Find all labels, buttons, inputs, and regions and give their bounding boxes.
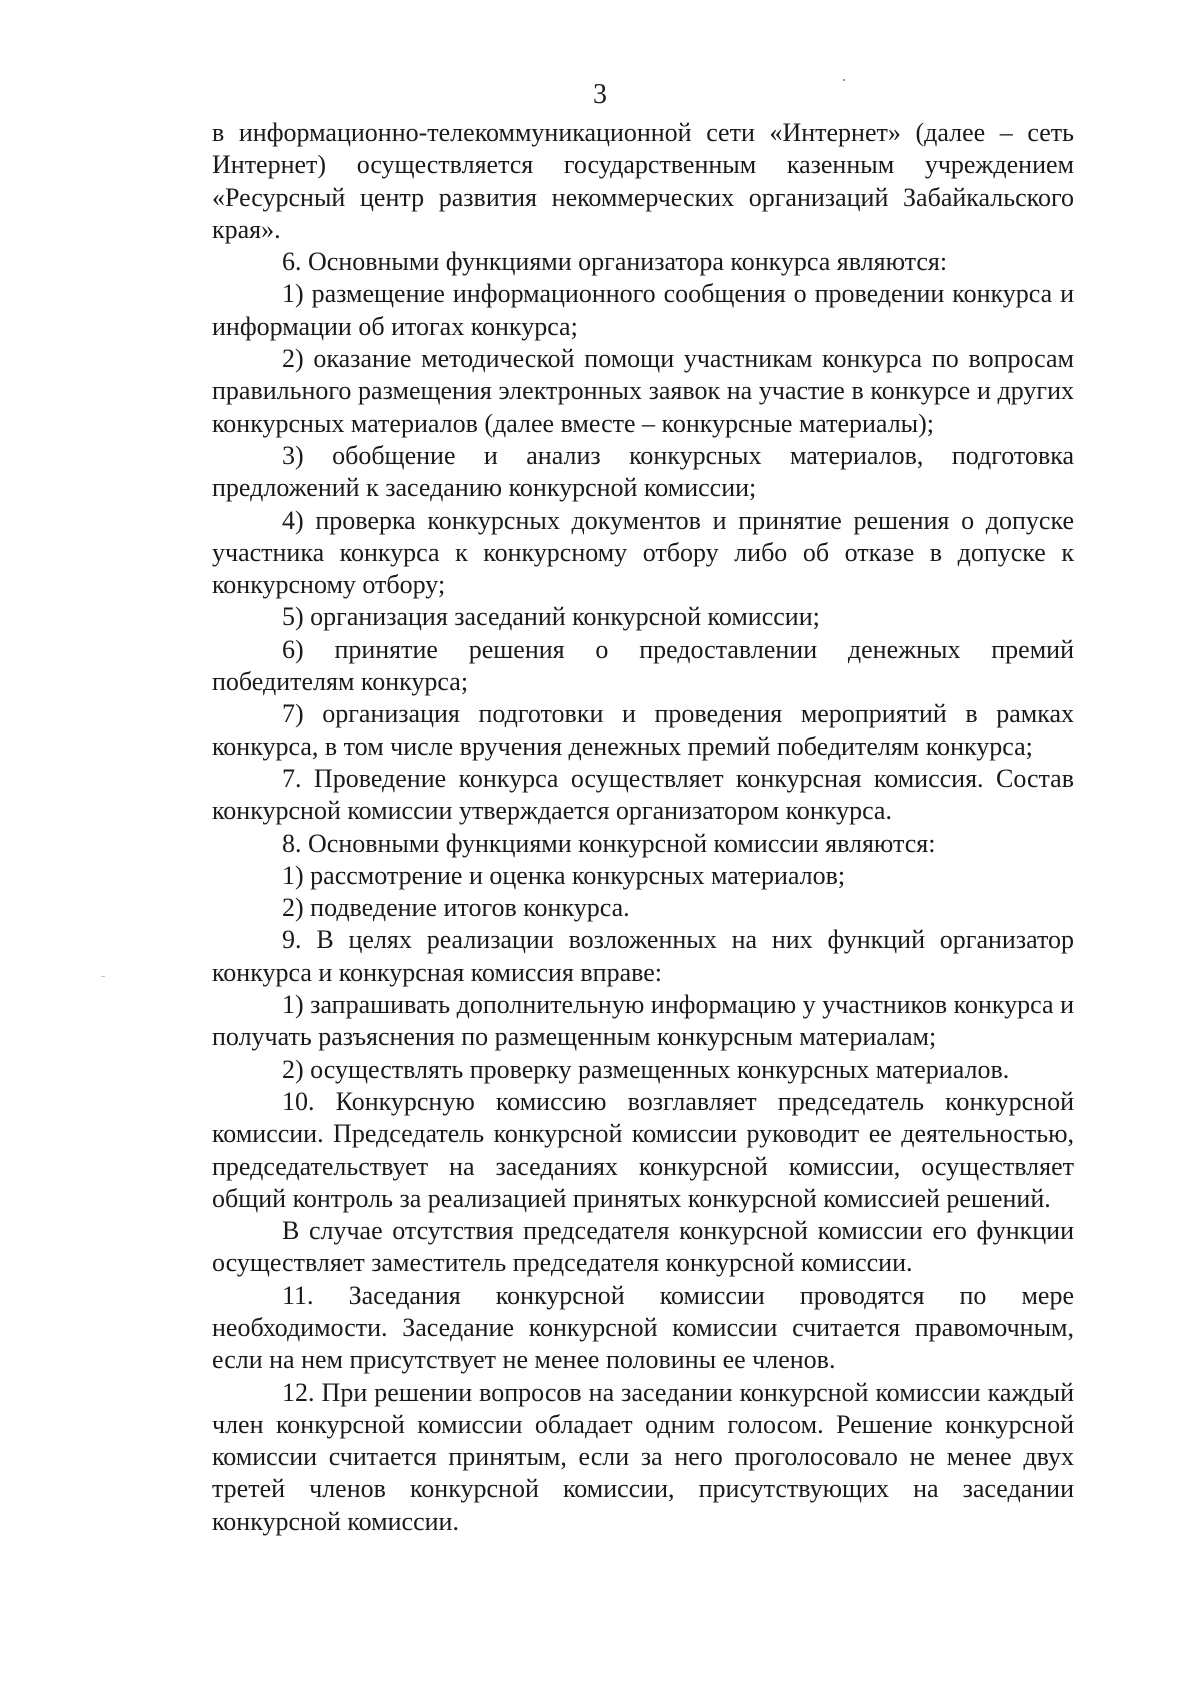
paragraph-item-9: 9. В целях реализации возложенных на них функций организатор конкурса и конкурсная комиссия вправе: (212, 925, 1074, 987)
paragraph-subitem: 7) организация подготовки и проведения мероприятий в рамках конкурса, в том числе вручения денежных премий победителям конкурса; (212, 699, 1074, 761)
paragraph-item-10-continued: В случае отсутствия председателя конкурсной комиссии его функции осуществляет заместитель председателя конкурсной комиссии. (212, 1216, 1074, 1278)
paragraph-subitem: 1) рассмотрение и оценка конкурсных материалов; (282, 860, 846, 890)
document-body (212, 117, 1074, 1538)
paragraph-subitem: 2) подведение итогов конкурса. (282, 893, 630, 923)
paragraph-subitem: 1) размещение информационного сообщения о проведении конкурса и информации об итогах конкурса; (212, 279, 1074, 341)
paragraph-item-12: 12. При решении вопросов на заседании конкурсной комиссии каждый член конкурсной комиссии обладает одним голосом. Решение конкурсной комиссии считается принятым, если за него проголосовало не менее двух третей членов конкурсной комиссии, присутствующих на заседании конкурсной комиссии. (212, 1377, 1074, 1536)
paragraph-item-7: 7. Проведение конкурса осуществляет конкурсная комиссия. Состав конкурсной комиссии утверждается организатором конкурса. (212, 763, 1074, 826)
paragraph-subitem: 1) запрашивать дополнительную информацию у участников конкурса и получать разъяснения по размещенным конкурсным материалам; (212, 990, 1074, 1052)
paragraph-subitem: 2) оказание методической помощи участникам конкурса по вопросам правильного размещения электронных заявок на участие в конкурсе и других конкурсных материалов (далее вместе – конкурсные материалы); (212, 344, 1074, 438)
paragraph-subitem: 4) проверка конкурсных документов и принятие решения о допуске участника конкурса к конкурсному отбору либо об отказе в допуске к конкурсному отбору; (212, 505, 1074, 600)
page-number: 3 (593, 79, 607, 110)
paragraph-item-8: 8. Основными функциями конкурсной комиссии являются: (282, 828, 936, 858)
paragraph-item-11: 11. Заседания конкурсной комиссии проводятся по мере необходимости. Заседание конкурсной комиссии считается правомочным, если на нем присутствует не менее половины ее членов. (212, 1280, 1074, 1375)
paragraph-subitem: 2) осуществлять проверку размещенных конкурсных материалов. (282, 1054, 1010, 1084)
paragraph-item-6: 6. Основными функциями организатора конкурса являются: (282, 247, 948, 277)
scan-speck (101, 976, 105, 977)
paragraph-subitem: 5) организация заседаний конкурсной комиссии; (282, 602, 820, 632)
paragraph-continuation: в информационно-телекоммуникационной сети «Интернет» (далее – сеть Интернет) осуществляется государственным казенным учреждением «Ресурсный центр развития некоммерческих организаций Забайкальского края». (212, 118, 1074, 244)
paragraph-subitem: 3) обобщение и анализ конкурсных материалов, подготовка предложений к заседанию конкурсной комиссии; (212, 440, 1074, 503)
paragraph-subitem: 6) принятие решения о предоставлении денежных премий победителям конкурса; (212, 634, 1074, 697)
paragraph-item-10: 10. Конкурсную комиссию возглавляет председатель конкурсной комиссии. Председатель конкурсной комиссии руководит ее деятельностью, председательствует на заседаниях конкурсной комиссии, осуществляет общий контроль за реализацией принятых конкурсной комиссией решений. (212, 1086, 1074, 1213)
